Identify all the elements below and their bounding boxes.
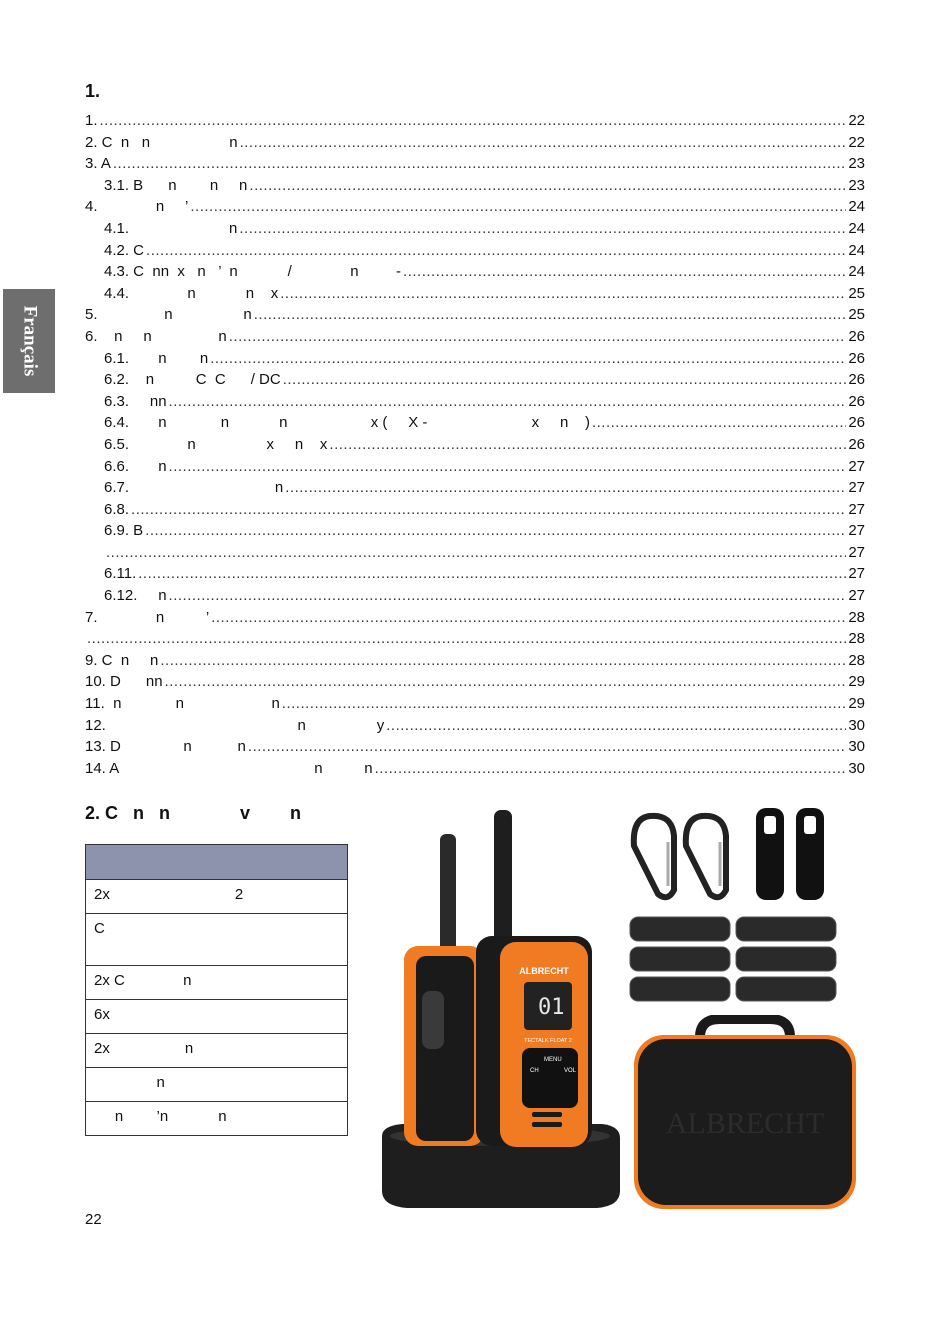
- menu-button-label: MENU: [544, 1057, 562, 1063]
- toc-entry-label: 6.6. n: [104, 457, 167, 475]
- toc-entry[interactable]: [85, 671, 865, 693]
- toc-entry-page: 22: [848, 112, 865, 129]
- toc-entry-label: 6.4. n n n x ( X - x n ): [104, 414, 590, 432]
- ptt-button: [422, 991, 444, 1049]
- toc-leader-dots: [169, 456, 847, 478]
- toc-entry[interactable]: [85, 218, 865, 240]
- toc-leader-dots: [211, 607, 846, 629]
- toc-entry-page: 26: [848, 327, 865, 345]
- case-handle: [700, 1019, 790, 1037]
- toc-entry-page: 24: [848, 198, 865, 216]
- toc-entry[interactable]: [85, 110, 865, 132]
- table-cell: 6x: [86, 1000, 348, 1034]
- battery: [630, 917, 730, 941]
- toc-entry-page: 27: [848, 457, 865, 475]
- toc-entry[interactable]: [85, 369, 865, 391]
- toc-leader-dots: [248, 736, 846, 758]
- toc-entry-label: 6.12. n: [104, 587, 167, 605]
- toc-entry-page: 22: [848, 133, 865, 151]
- toc-leader-dots: [240, 132, 847, 154]
- toc-entry[interactable]: [85, 434, 865, 456]
- toc-entry-label: 6.5. n x n x: [104, 435, 328, 453]
- toc-entry[interactable]: [85, 391, 865, 413]
- toc-leader-dots: [386, 715, 846, 737]
- toc-entry-label: 3.1. B n n n: [104, 176, 248, 194]
- toc-entry-page: 30: [848, 759, 865, 777]
- toc-leader-dots: [280, 283, 846, 305]
- language-tab-label: Français: [19, 305, 40, 377]
- toc-entry-label: 6.3. nn: [104, 392, 167, 410]
- toc-entry-page: 23: [848, 176, 865, 194]
- toc-leader-dots: [403, 261, 846, 283]
- toc-entry[interactable]: [85, 261, 865, 283]
- toc-entry-label: 7. n ’: [85, 608, 210, 626]
- toc-entry-page: 27: [848, 522, 865, 540]
- battery: [630, 947, 730, 971]
- toc-entry[interactable]: [85, 240, 865, 262]
- table-cell: n: [86, 1068, 348, 1102]
- toc-entry-page: 30: [848, 716, 865, 734]
- toc-entry[interactable]: [85, 412, 865, 434]
- toc-leader-dots: [165, 671, 847, 693]
- toc-entry-label: 4.4. n n x: [104, 284, 279, 302]
- toc-entry[interactable]: [85, 304, 865, 326]
- toc-entry[interactable]: [85, 132, 865, 154]
- table-cell: C: [86, 914, 348, 966]
- lcd-display: 01: [538, 995, 565, 1020]
- section-2-heading: 2. C n n v n: [85, 803, 302, 823]
- toc-entry-label: 4. n ’: [85, 198, 189, 216]
- toc-entry-label: 10. D nn: [85, 673, 163, 691]
- toc-leader-dots: [146, 240, 846, 262]
- toc-entry-page: 30: [848, 738, 865, 756]
- toc-entry-label: 6.7. n: [104, 479, 284, 497]
- toc-entry[interactable]: [85, 693, 865, 715]
- toc-entry-label: 6.1. n n: [104, 349, 209, 367]
- toc-entry[interactable]: [85, 715, 865, 737]
- vol-button-label: VOL: [564, 1068, 577, 1074]
- toc-entry-label: 9. C n n: [85, 651, 159, 669]
- table-cell: n ’n n: [86, 1102, 348, 1136]
- toc-entry-label: 6.8.: [104, 500, 130, 518]
- toc-leader-dots: [592, 412, 846, 434]
- toc-entry-label: 13. D n n: [85, 738, 246, 756]
- toc-entry-label: 3. A: [85, 155, 111, 173]
- toc-entry-label: 5. n n: [85, 306, 252, 324]
- toc-entry-page: 24: [848, 263, 865, 281]
- toc-entry-page: 26: [848, 349, 865, 367]
- package-contents-table: [85, 844, 348, 1136]
- toc-leader-dots: [190, 196, 846, 218]
- toc-entry[interactable]: [85, 542, 865, 564]
- toc-leader-dots: [160, 650, 846, 672]
- toc-entry[interactable]: [85, 456, 865, 478]
- toc-entry-page: 29: [848, 673, 865, 691]
- toc-entry-page: 27: [848, 479, 865, 497]
- toc-leader-dots: [169, 585, 847, 607]
- toc-entry-page: 25: [848, 306, 865, 324]
- battery: [630, 977, 730, 1001]
- toc-entry-label: 6. n n n: [85, 327, 227, 345]
- antenna-left: [440, 834, 456, 964]
- toc-entry[interactable]: [85, 520, 865, 542]
- toc-leader-dots: [131, 499, 846, 521]
- toc-entry-label: 4.1. n: [104, 219, 238, 237]
- table-cell: 2x 2: [86, 880, 348, 914]
- toc-entry-label: 1.: [85, 112, 98, 129]
- toc-leader-dots: [210, 348, 846, 370]
- toc-entry-page: 28: [848, 651, 865, 669]
- toc-entry[interactable]: [85, 326, 865, 348]
- toc-entry-page: 27: [848, 587, 865, 605]
- toc-entry-page: 26: [848, 435, 865, 453]
- toc-entry[interactable]: [85, 153, 865, 175]
- toc-leader-dots: [283, 369, 847, 391]
- toc-entry-page: 28: [848, 630, 865, 648]
- toc-leader-dots: [282, 693, 847, 715]
- walkie-talkie-image: [372, 806, 622, 1216]
- table-of-contents: [85, 110, 865, 779]
- toc-leader-dots: [145, 520, 846, 542]
- toc-leader-dots: [249, 175, 846, 197]
- speaker-grille: [532, 1122, 562, 1127]
- toc-entry-page: 26: [848, 414, 865, 432]
- toc-leader-dots: [106, 542, 846, 564]
- toc-entry-label: 11. n n n: [85, 695, 280, 713]
- language-tab: [3, 289, 55, 393]
- toc-leader-dots: [169, 391, 847, 413]
- toc-entry[interactable]: [85, 585, 865, 607]
- toc-leader-dots: [87, 628, 846, 650]
- toc-entry[interactable]: [85, 563, 865, 585]
- toc-entry-label: 14. A n n: [85, 759, 373, 777]
- toc-entry-page: 24: [848, 241, 865, 259]
- toc-entry-page: 24: [848, 219, 865, 237]
- belt-clips-image: [752, 806, 828, 902]
- radio-left-side: [416, 956, 474, 1141]
- toc-entry[interactable]: [85, 196, 865, 218]
- toc-leader-dots: [329, 434, 846, 456]
- battery: [736, 947, 836, 971]
- toc-leader-dots: [239, 218, 846, 240]
- toc-leader-dots: [254, 304, 847, 326]
- toc-entry[interactable]: [85, 758, 865, 780]
- battery: [736, 917, 836, 941]
- toc-entry-label: 4.3. C nn x n ’ n / n -: [104, 263, 402, 281]
- toc-entry-page: 26: [848, 371, 865, 389]
- speaker-grille: [532, 1112, 562, 1117]
- toc-entry-page: 28: [848, 608, 865, 626]
- toc-heading: 1.: [85, 81, 101, 101]
- radio-brand: ALBRECHT: [519, 966, 569, 976]
- page-number: 22: [85, 1211, 102, 1228]
- table-cell: 2x n: [86, 1034, 348, 1068]
- toc-entry-page: 23: [848, 155, 865, 173]
- table-header: [86, 845, 348, 880]
- toc-entry-page: 29: [848, 695, 865, 713]
- toc-entry[interactable]: [85, 348, 865, 370]
- toc-entry[interactable]: [85, 283, 865, 305]
- toc-entry-page: 27: [848, 500, 865, 518]
- toc-entry-label: 2. C n n n: [85, 133, 238, 151]
- radio-model: TECTALK FLOAT 2: [524, 1038, 572, 1044]
- ch-button-label: CH: [530, 1068, 539, 1074]
- toc-entry-page: 26: [848, 392, 865, 410]
- toc-entry[interactable]: [85, 477, 865, 499]
- toc-entry[interactable]: [85, 607, 865, 629]
- batteries-image: [628, 915, 838, 1003]
- toc-entry[interactable]: [85, 736, 865, 758]
- toc-leader-dots: [375, 758, 847, 780]
- toc-entry[interactable]: [85, 628, 865, 650]
- toc-entry[interactable]: [85, 175, 865, 197]
- case-logo: ALBRECHT: [665, 1107, 825, 1140]
- toc-entry-label: 12. n y: [85, 716, 385, 734]
- toc-entry-label: 6.9. B: [104, 522, 144, 540]
- toc-entry-page: 27: [848, 543, 865, 561]
- toc-leader-dots: [100, 110, 847, 132]
- toc-entry-label: 4.2. C: [104, 241, 145, 259]
- toc-entry[interactable]: [85, 499, 865, 521]
- toc-entry-page: 25: [848, 284, 865, 302]
- toc-leader-dots: [285, 477, 846, 499]
- toc-entry-label: 6.11.: [104, 565, 137, 583]
- battery: [736, 977, 836, 1001]
- toc-entry-label: 6.2. n C C / DC: [104, 371, 281, 389]
- carrying-case-image: [630, 1015, 860, 1213]
- toc-entry-page: 27: [848, 565, 865, 583]
- table-cell: 2x C n: [86, 966, 348, 1000]
- carabiner-image: [628, 806, 732, 902]
- toc-leader-dots: [113, 153, 846, 175]
- toc-leader-dots: [229, 326, 847, 348]
- toc-leader-dots: [138, 563, 846, 585]
- toc-entry[interactable]: [85, 650, 865, 672]
